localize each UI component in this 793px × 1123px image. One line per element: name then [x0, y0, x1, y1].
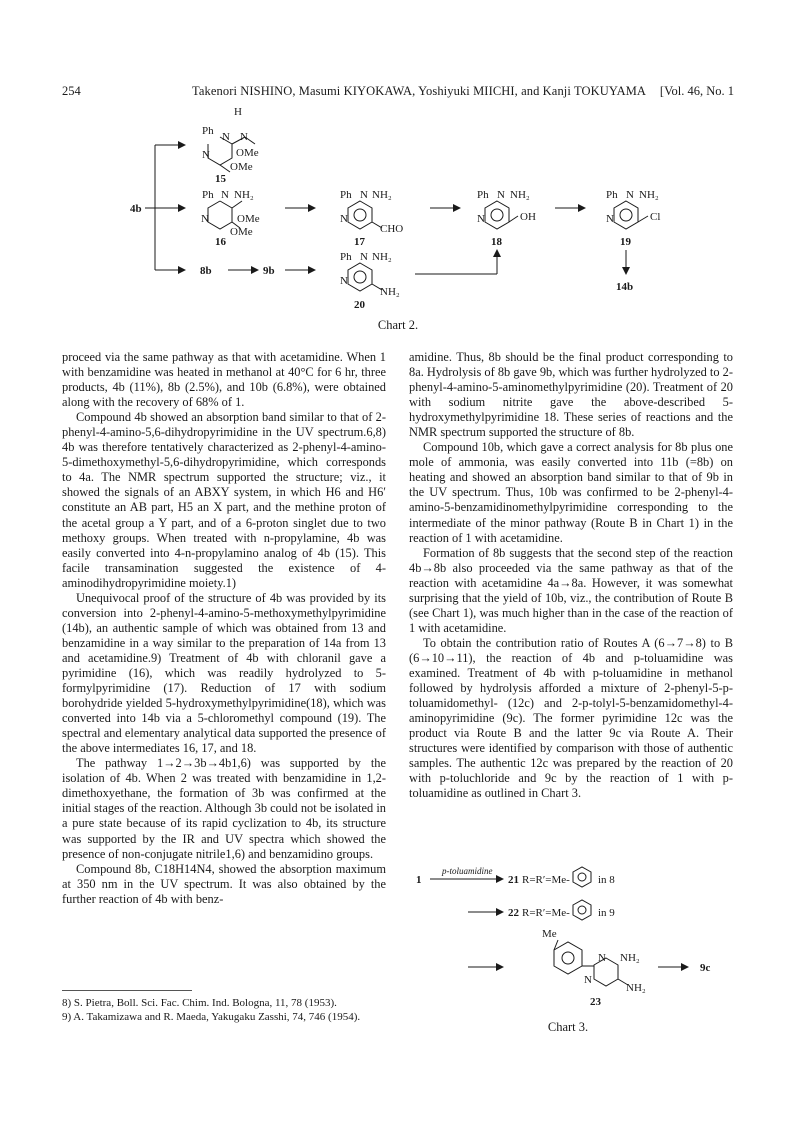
ring-17	[348, 201, 372, 229]
compound-20: 20	[354, 299, 365, 311]
compound-21: 21	[508, 874, 519, 886]
compound-8b: 8b	[200, 265, 212, 277]
label-n-16: N	[221, 189, 229, 201]
footnote-rule	[62, 990, 192, 991]
right-column	[409, 350, 733, 801]
label-nh2-18: NH₂	[510, 189, 530, 201]
paragraph: Unequivocal proof of the structure of 4b was provided by its conversion into 2-phenyl-4-amino-5-methoxymethylpyrimidine (14b), an authentic sample of which was obtained from 13 and benzamidine in a way similar to the preparation of 14a from 13 and acetamidine.9) Treatment of 4b with chloranil gave a pyrimidine (16), which was readily hydrolyzed to 5-formylpyrimidine (17). Reduction of 17 with sodium borohydride yielded 5-hydroxymethylpyrimidine(18), which was converted into 14b via a 5-chloromethyl compound (19). The spectral and elementary analytical data supported the presence of the above intermediates 16, 17, and 18.	[62, 590, 386, 756]
label-nh2-20a: NH₂	[372, 251, 392, 263]
label-n-15c: N	[202, 149, 210, 161]
page-number: 254	[62, 84, 81, 98]
header-authors: Takenori NISHINO, Masumi KIYOKAWA, Yoshiyuki MIICHI, and Kanji TOKUYAMA	[192, 84, 647, 98]
label-nh2-19: NH₂	[639, 189, 659, 201]
compound-4b: 4b	[130, 203, 142, 215]
label-ome-16b: OMe	[230, 226, 253, 238]
footnote: 8) S. Pietra, Boll. Sci. Fac. Chim. Ind. Bologna, 11, 78 (1953).	[62, 997, 337, 1009]
chart-2-scheme	[60, 100, 740, 340]
paragraph: Compound 10b, which gave a correct analysis for 8b plus one mole of ammonia, was easily converted into 11b (=8b) on heating and showed an absorption band similar to that of 9b in the UV spectrum. Thus, 10b was confirmed to be 2-phenyl-4-amino-5-benzamidinomethylpyrimidine corresponding to the intermediate of the minor pathway (Route B in Chart 1) in the reaction of 1 with acetamidine.	[409, 440, 733, 545]
label-n-20: N	[360, 251, 368, 263]
label-n-18b: N	[477, 213, 485, 225]
ring-18	[485, 201, 509, 229]
label-n-17: N	[360, 189, 368, 201]
footnote: 9) A. Takamizawa and R. Maeda, Yakugaku Zasshi, 74, 746 (1954).	[62, 1010, 361, 1023]
label-n-15a: N	[222, 131, 230, 143]
label-cho: CHO	[380, 223, 404, 235]
chart-2-caption: Chart 2.	[377, 318, 419, 332]
paragraph: Compound 4b showed an absorption band similar to that of 2-phenyl-4-amino-5,6-dihydropyrimidine in the UV spectrum.6,8) 4b was therefore tentatively characterized as 2-phenyl-4-amino-5-dimethoxymethyl-5,6-dihydropyrimidine, which corresponds to 4a. The NMR spectrum supported the structure; viz., it showed the signals of an ABXY system, in which H6 and H6′ constitute an AB part, H5 an X part, and the methine proton of the acetal group a Y part, and of a 6-proton singlet due to two methoxy groups. When treated with n-propylamine, 4b was easily converted into 4-n-propylamino analog of 4b (15). This facile transamination suggested the existence of 4-aminodihydropyrimidine moiety.1)	[62, 410, 386, 590]
label-me: Me	[542, 928, 557, 940]
ring-20	[348, 263, 372, 291]
in-8-label: in 8	[598, 874, 615, 886]
label-n-23b: N	[584, 974, 592, 986]
label-ph-19: Ph	[606, 189, 618, 201]
paragraph: The pathway 1→2→3b→4b1,6) was supported by the isolation of 4b. When 2 was treated with benzamidine in 1,2-dimethoxyethane, the formation of 3b was confirmed at the initial stages of the reaction. Although 3b could not be isolated in a pure state because of its rapid cyclization to 4b, its structure was supported by the IR and UV spectra which showed the presence of non-conjugate nitrile1,6) and benzamidino groups.	[62, 756, 386, 861]
label-ph-20: Ph	[340, 251, 352, 263]
label-ome-16a: OMe	[237, 213, 260, 225]
label-ph-15: Ph	[202, 125, 214, 137]
compound-14b: 14b	[616, 281, 634, 293]
label-n-20b: N	[340, 275, 348, 287]
label-nh2-23a: NH₂	[620, 952, 640, 964]
compound-9b: 9b	[263, 265, 275, 277]
label-n-17b: N	[340, 213, 348, 225]
compound-19: 19	[620, 236, 631, 248]
label-n-15b: N	[240, 131, 248, 143]
ring-19	[614, 201, 638, 229]
label-n-19: N	[626, 189, 634, 201]
label-cl: Cl	[650, 211, 661, 223]
compound-16: 16	[215, 236, 226, 248]
label-nh2-20b: NH₂	[380, 286, 400, 298]
label-ome-15b: OMe	[230, 161, 253, 173]
label-ph-16: Ph	[202, 189, 214, 201]
chart-3-caption: Chart 3.	[547, 1020, 589, 1034]
paragraph: amidine. Thus, 8b should be the final product corresponding to 8a. Hydrolysis of 8b gave 9b, which was further hydrolyzed to 2-phenyl-4-amino-5-aminomethylpyrimidine (20). Treatment of 20 with sodium nitrite gave the above-described 5-hydroxymethylpyrimidine 18. These series of reactions and the NMR spectrum supported the structure of 8b.	[409, 350, 733, 440]
label-nh2-17: NH₂	[372, 189, 392, 201]
compound-15: 15	[215, 173, 226, 185]
label-n-19b: N	[606, 213, 614, 225]
reagent-label: p-toluamidine	[442, 866, 493, 876]
chart-3-scheme	[408, 865, 738, 1065]
compound-9c: 9c	[700, 962, 711, 974]
label-nh2-23b: NH₂	[626, 982, 646, 994]
header-volume: [Vol. 46, No. 1	[659, 84, 734, 98]
label-n-18: N	[497, 189, 505, 201]
r-text-22: R=R′=Me-	[522, 907, 570, 919]
paragraph: Formation of 8b suggests that the second step of the reaction 4b→8b also proceeded via the same pathway as that of the reaction with acetamidine 4a→8a. However, it was somewhat surprising that the yield of 10b, viz., the contribution of Route B (see Chart 1), was much higher than in the case of the reaction of 1 with acetamidine.	[409, 545, 733, 635]
label-nh2-16: NH₂	[234, 189, 254, 201]
label-n-16b: N	[201, 213, 209, 225]
r-text-21: R=R′=Me-	[522, 874, 570, 886]
label-ome-15a: OMe	[236, 147, 259, 159]
label-n-23a: N	[598, 952, 606, 964]
footnotes	[62, 997, 386, 1024]
in-9-label: in 9	[598, 907, 615, 919]
paragraph: proceed via the same pathway as that with acetamidine. When 1 with benzamidine was heated in methanol at 40°C for 6 hr, three products, 4b (11%), 8b (2.5%), and 10b (6.8%), were obtained along with the recovery of 68% of 1.	[62, 350, 386, 410]
label-oh: OH	[520, 211, 536, 223]
compound-22: 22	[508, 907, 519, 919]
label-ph-17: Ph	[340, 189, 352, 201]
compound-18: 18	[491, 236, 502, 248]
paragraph: To obtain the contribution ratio of Routes A (6→7→8) to B (6→10→11), the reaction of 4b and p-toluamidine was examined. Treatment of 4b with p-toluamidine in methanol followed by hydrolysis afforded a mixture of 2-phenyl-5-p-toluamidomethyl- (12c) and 2-p-tolyl-5-benzamidomethyl-4-aminopyrimidine (9c). The former pyrimidine 12c was the product via Route B and the latter 9c via Route A. Their structures were identified by comparison with those of authentic samples. The authentic 12c was prepared by the reaction of 20 with p-toluchloride and 9c by the reaction of 1 with p-toluamidine as outlined in Chart 3.	[409, 635, 733, 801]
label-h: H	[234, 106, 242, 118]
compound-23: 23	[590, 996, 601, 1008]
compound-1: 1	[416, 874, 422, 886]
compound-17: 17	[354, 236, 365, 248]
label-ph-18: Ph	[477, 189, 489, 201]
ring-16	[208, 201, 232, 229]
left-column	[62, 350, 386, 907]
paragraph: Compound 8b, C18H14N4, showed the absorption maximum at 350 nm in the UV spectrum. It was also obtained by the further reaction of 4b with benz-	[62, 861, 386, 906]
